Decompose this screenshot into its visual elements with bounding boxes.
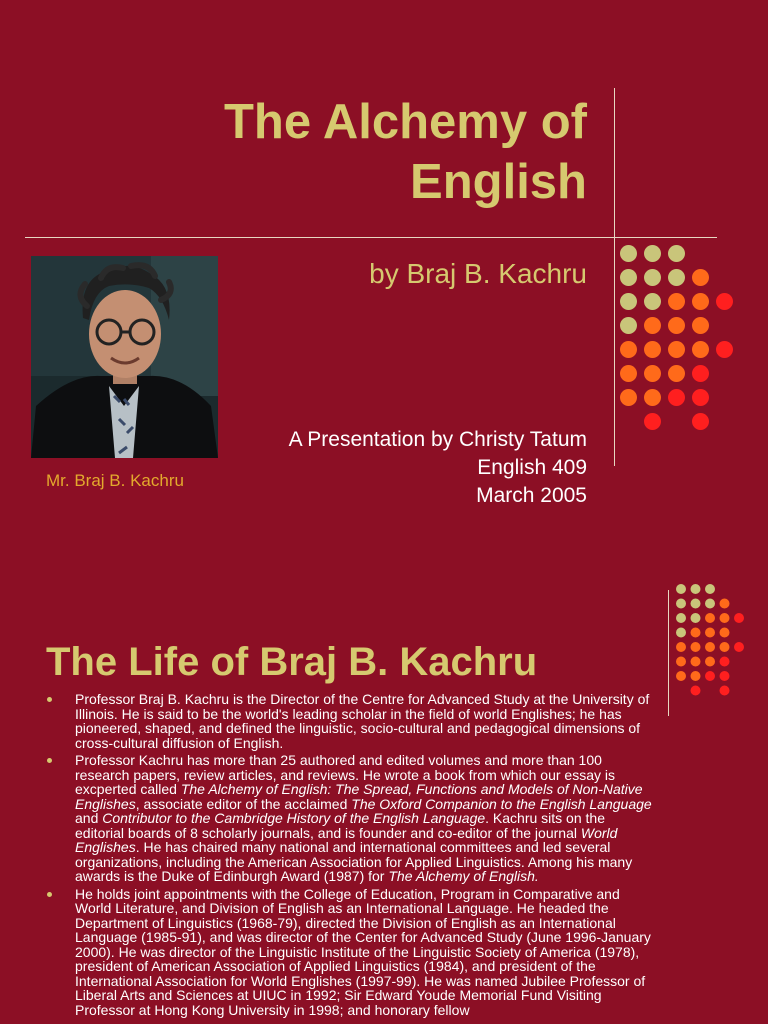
decorative-dot [705,642,715,652]
decorative-dot [668,365,685,382]
bullet-text: Professor Kachru has more than 25 authored and edited volumes and more than 100 research papers, review articles, and reviews. He wrote a book from which our essay is excperted called [75,752,615,797]
presentation-title: The Alchemy of English [223,95,587,209]
decorative-dot [676,657,686,667]
photo-caption: Mr. Braj B. Kachru [46,471,184,490]
decorative-dot [691,584,701,594]
biography-bullet [46,692,656,750]
decorative-dot [720,599,730,609]
biography-bullet [46,887,656,1018]
course-line: English 409 [477,456,587,479]
decorative-dot [676,584,686,594]
author-byline: by Braj B. Kachru [369,258,587,289]
bullet-dot-icon [47,892,52,897]
decorative-dot [668,317,685,334]
decorative-dot [668,389,685,406]
decorative-dot [692,365,709,382]
decorative-dot [692,317,709,334]
decorative-dot [644,269,661,286]
decorative-dot [644,413,661,430]
decorative-dot [720,642,730,652]
decorative-dot [644,389,661,406]
title-divider-vertical [614,88,615,466]
decorative-dot [705,599,715,609]
decorative-dot [644,293,661,310]
decorative-dot [734,613,744,623]
bullet-text: He holds joint appointments with the College of Education, Program in Comparative and World Literature, and Division of English as an International Language. He headed the Department of Linguistics (1968-79), directed the Division of English as an International Language (1985-91), and was director of the Center for Advanced Study (June 1996-January 2000). He was director of the Linguistic Institute of the Linguistic Society of America (1978), president of American Association of Applied Linguistics (1984), and president of the International Association for World Englishes (1997-99). He was named Jubilee Professor of Liberal Arts and Sciences at UIUC in 1992; Sir Edward Youde Memorial Fund Visiting Professor at Hong Kong University in 1998; and honorary fellow [75,885,651,1018]
decorative-dot [692,293,709,310]
decorative-dot [644,245,661,262]
decorative-dot [720,613,730,623]
biography-bullet [46,753,656,884]
decorative-dot [691,628,701,638]
decorative-dot [620,389,637,406]
decorative-dot [705,657,715,667]
decorative-dot [705,613,715,623]
biography-bullet-list [46,692,656,1020]
decorative-dot [692,269,709,286]
decorative-dot [692,413,709,430]
bullet-dot-icon [47,758,52,763]
decorative-dot [644,317,661,334]
decorative-dot [705,628,715,638]
decorative-dot [691,642,701,652]
decorative-dot [705,584,715,594]
decorative-dot [620,365,637,382]
decorative-dot [676,628,686,638]
author-photo [31,256,218,458]
bullet-text-italic: World Englishes [75,824,618,855]
bullet-text: and [75,810,103,826]
decorative-dot-grid [676,584,766,704]
decorative-dot [676,642,686,652]
decorative-dot [620,269,637,286]
decorative-dot [691,657,701,667]
decorative-dot [692,341,709,358]
decorative-dot [720,671,730,681]
bullet-text: , associate editor of the acclaimed [135,795,352,812]
bullet-text-italic: The Alchemy of English. [388,868,539,884]
decorative-dot [691,599,701,609]
decorative-dot [668,293,685,310]
bullet-text-italic: Contributor to the Cambridge History of the English Language [102,810,486,826]
decorative-dot [620,341,637,358]
decorative-dot [620,245,637,262]
decorative-dot [668,245,685,262]
decorative-dot [692,389,709,406]
presentation-info [289,426,587,510]
decorative-dot [668,341,685,358]
decorative-dot [720,686,730,696]
decorative-dot [734,642,744,652]
title-divider-vertical [668,590,669,716]
bullet-text: . Kachru sits on the editorial boards of 8 scholarly journals, and is founder and co-editor of the journal [75,810,605,841]
decorative-dot [644,365,661,382]
decorative-dot [705,671,715,681]
decorative-dot-grid [620,245,760,440]
decorative-dot [691,613,701,623]
decorative-dot [676,613,686,623]
decorative-dot [644,341,661,358]
decorative-dot [720,657,730,667]
decorative-dot [716,341,733,358]
decorative-dot [720,628,730,638]
decorative-dot [691,686,701,696]
decorative-dot [676,671,686,681]
bullet-text: . He has chaired many national and international committees and led several organizations, including the American Association for Applied Linguistics. Among his many awards is the Duke of Edinburgh Award (1987) for [75,839,633,884]
bullet-text-italic: The Alchemy of English: The Spread, Functions and Models of Non-Native Englishes [75,781,643,812]
decorative-dot [676,599,686,609]
decorative-dot [620,293,637,310]
presenter-line: A Presentation by Christy Tatum [288,428,587,451]
bullet-text: Professor Braj B. Kachru is the Director of the Centre for Advanced Study at the University of Illinois. He is said to be the world's leading scholar in the field of world Englishes; he has pioneered, shaped, and defined the linguistic, socio-cultural and pedagogical dimensions of cross-cultural diffusion of English. [75,691,650,751]
decorative-dot [668,269,685,286]
decorative-dot [716,293,733,310]
decorative-dot [620,317,637,334]
decorative-dot [691,671,701,681]
bullet-text-italic: The Oxford Companion to the English Language [351,795,652,812]
slide-biography [0,576,768,1024]
date-line: March 2005 [476,484,587,507]
slide-title: The Life of Braj B. Kachru [46,640,538,684]
bullet-dot-icon [47,697,52,702]
